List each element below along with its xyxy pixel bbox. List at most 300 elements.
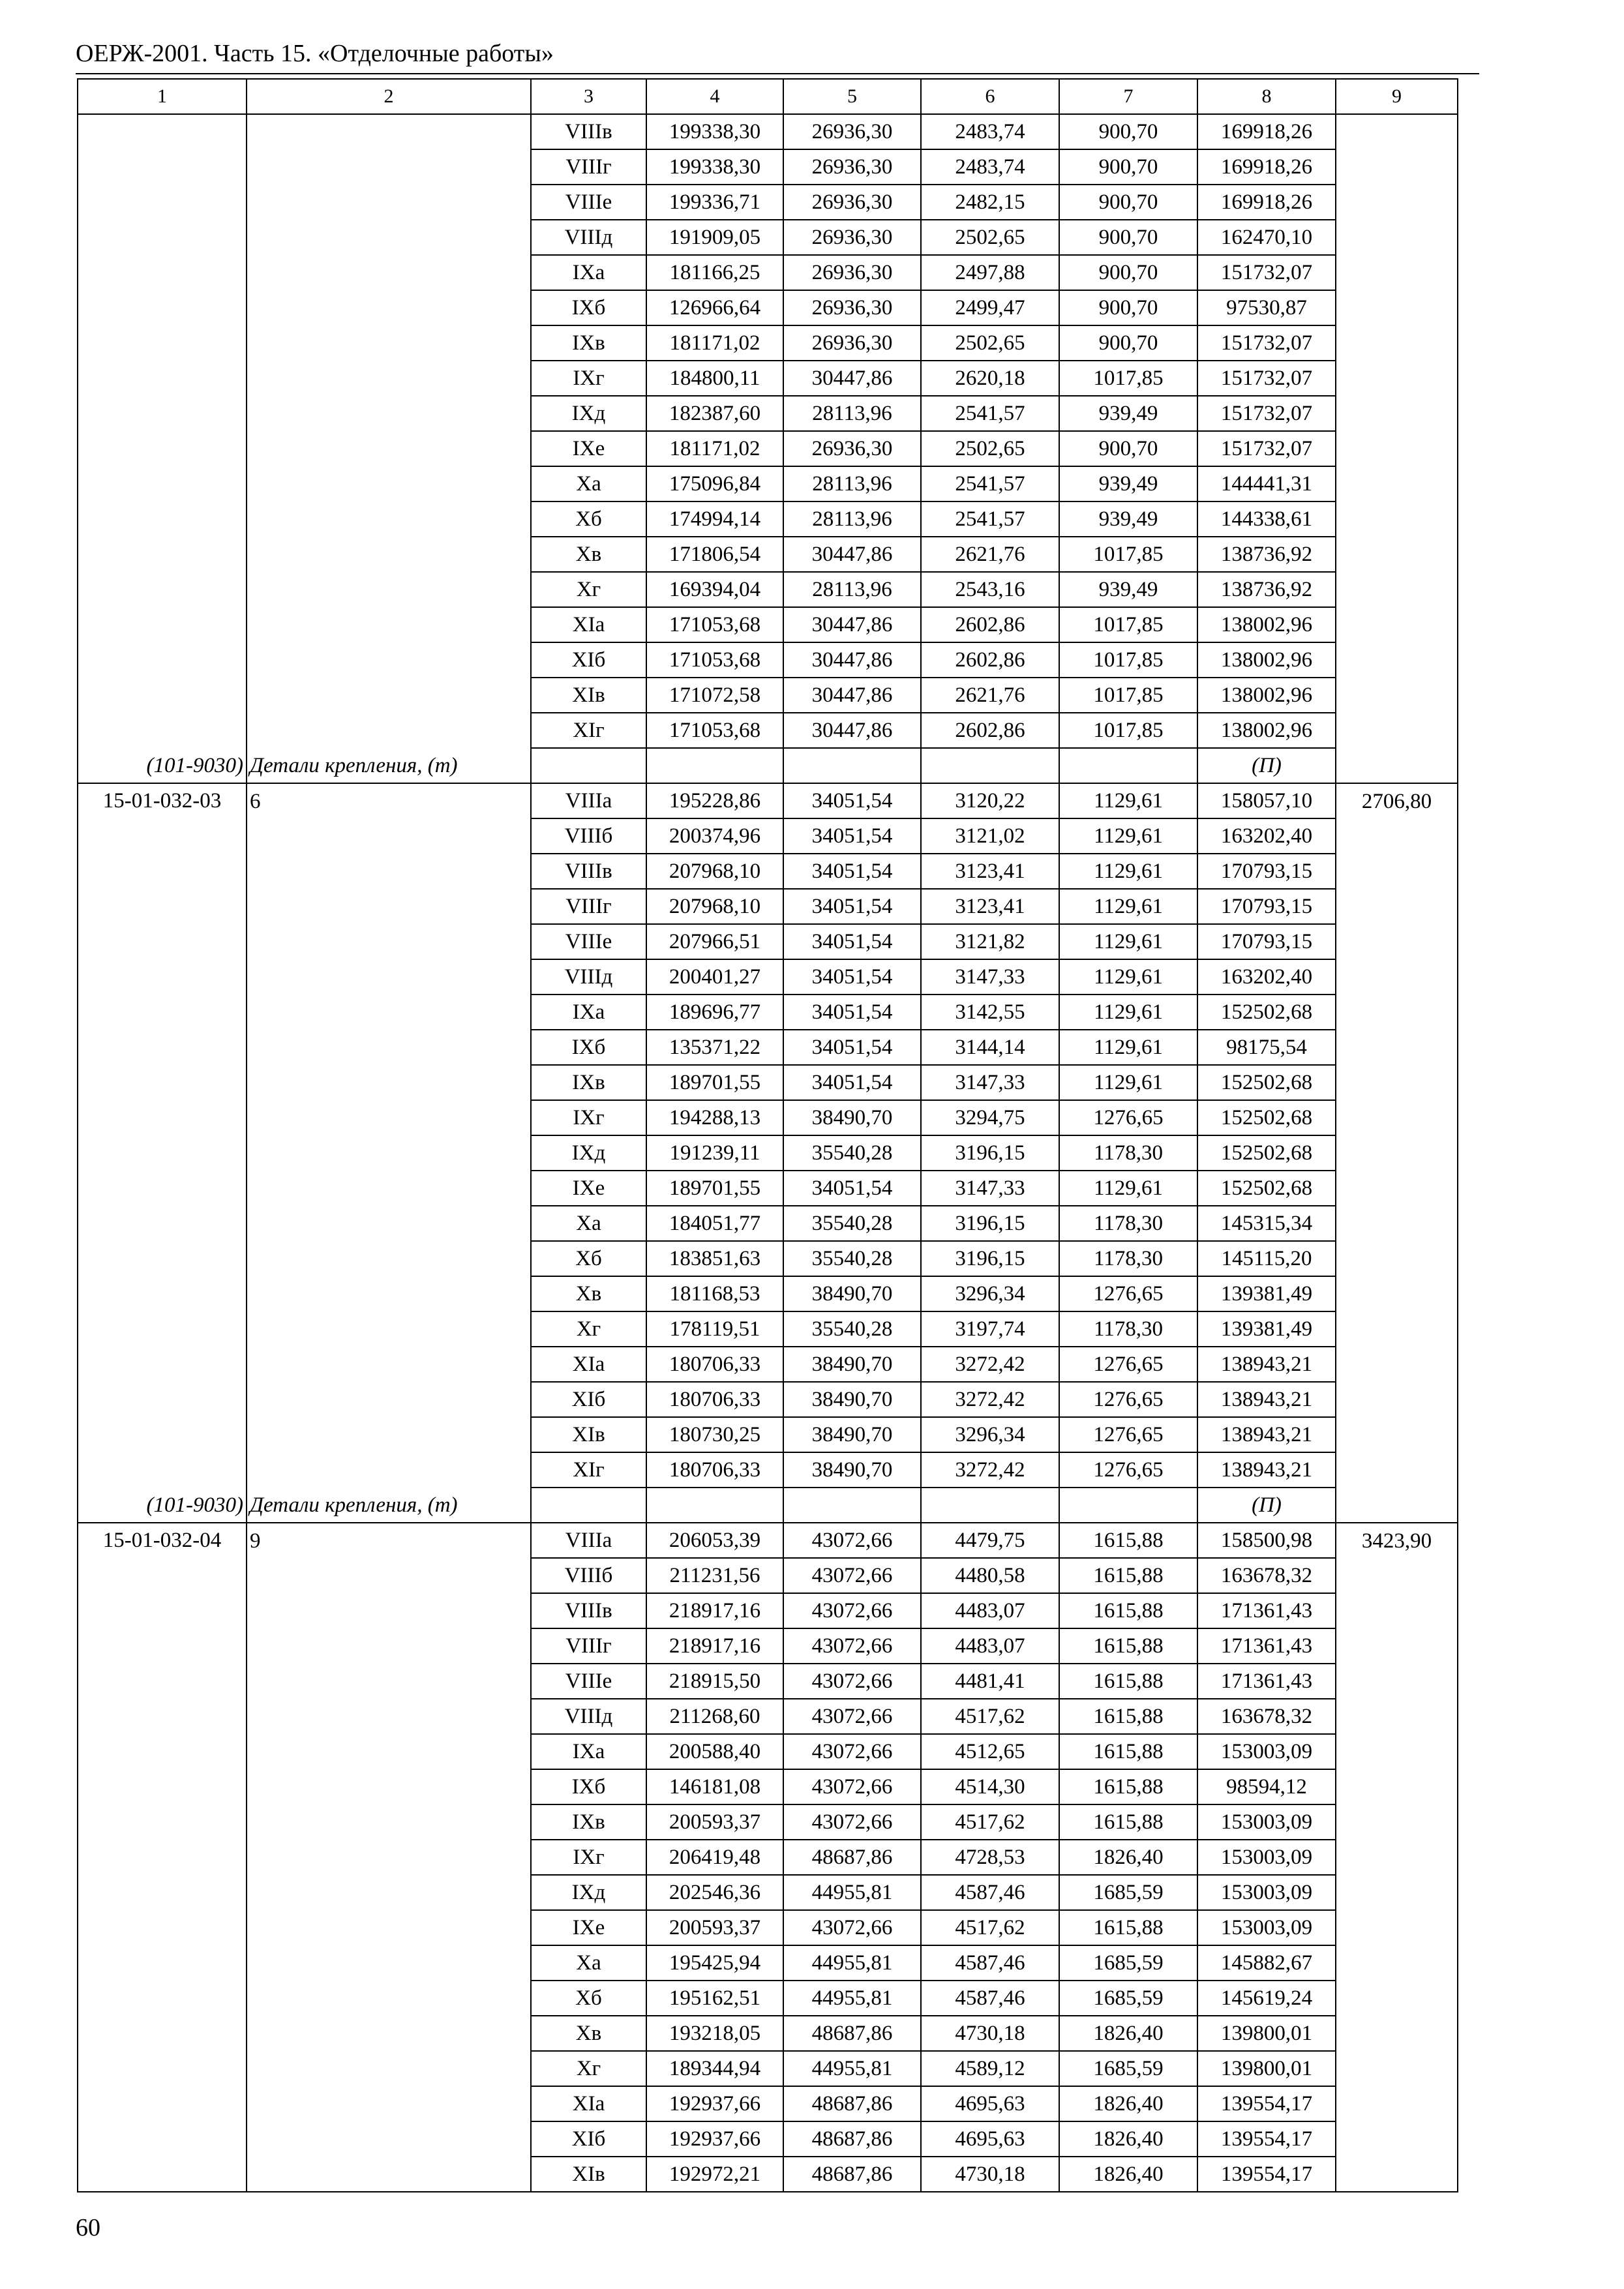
value-cell: 26936,30 xyxy=(783,220,921,255)
value-cell: 939,49 xyxy=(1059,466,1197,501)
zone-cell: XIб xyxy=(531,1382,646,1417)
table-row xyxy=(78,1769,1458,1804)
table-row xyxy=(78,1840,1458,1875)
table-row xyxy=(78,220,1458,255)
value-cell: 144338,61 xyxy=(1197,501,1336,537)
value-cell: 1178,30 xyxy=(1059,1241,1197,1276)
empty-cell xyxy=(247,220,531,255)
value-cell: 169918,26 xyxy=(1197,149,1336,185)
value-cell: 3142,55 xyxy=(921,995,1059,1030)
table-row xyxy=(78,642,1458,678)
empty-cell xyxy=(247,1241,531,1276)
empty-cell xyxy=(1336,1945,1458,1981)
value-cell: 1615,88 xyxy=(1059,1628,1197,1664)
value-cell: 194288,13 xyxy=(646,1100,783,1135)
value-cell: 48687,86 xyxy=(783,2157,921,2192)
empty-cell xyxy=(1336,1981,1458,2016)
value-cell: 28113,96 xyxy=(783,396,921,431)
value-cell: 43072,66 xyxy=(783,1699,921,1734)
value-cell: 211231,56 xyxy=(646,1558,783,1593)
value-cell: 3272,42 xyxy=(921,1347,1059,1382)
empty-cell xyxy=(78,2121,247,2157)
empty-cell xyxy=(78,2157,247,2192)
value-cell: 44955,81 xyxy=(783,1981,921,2016)
empty-cell xyxy=(78,1206,247,1241)
note-code: (101-9030) xyxy=(78,1488,247,1523)
value-cell: 170793,15 xyxy=(1197,854,1336,889)
zone-cell: IXв xyxy=(531,1804,646,1840)
value-cell: 189701,55 xyxy=(646,1171,783,1206)
table-row xyxy=(78,1804,1458,1840)
zone-cell: XIа xyxy=(531,607,646,642)
zone-cell: VIIIд xyxy=(531,220,646,255)
value-cell: 3144,14 xyxy=(921,1030,1059,1065)
empty-cell xyxy=(921,748,1059,783)
value-cell: 1826,40 xyxy=(1059,1840,1197,1875)
value-cell: 2602,86 xyxy=(921,713,1059,748)
empty-cell xyxy=(78,290,247,325)
empty-cell xyxy=(1336,185,1458,220)
section-code: 15-01-032-03 xyxy=(78,783,247,818)
zone-cell: VIIIе xyxy=(531,1664,646,1699)
empty-cell xyxy=(1336,255,1458,290)
value-cell: 4483,07 xyxy=(921,1628,1059,1664)
section-code xyxy=(78,114,247,149)
section-name xyxy=(247,114,531,149)
empty-cell xyxy=(78,396,247,431)
empty-cell xyxy=(247,1558,531,1593)
zone-cell: VIIIд xyxy=(531,1699,646,1734)
value-cell: 3196,15 xyxy=(921,1206,1059,1241)
value-cell: 158500,98 xyxy=(1197,1523,1336,1558)
value-cell: 34051,54 xyxy=(783,783,921,818)
empty-cell xyxy=(247,2051,531,2086)
value-cell: 38490,70 xyxy=(783,1347,921,1382)
value-cell: 1017,85 xyxy=(1059,361,1197,396)
empty-cell xyxy=(78,1452,247,1488)
value-cell: 2502,65 xyxy=(921,220,1059,255)
table-row xyxy=(78,607,1458,642)
table-row xyxy=(78,572,1458,607)
zone-cell: IXг xyxy=(531,361,646,396)
value-cell: 3296,34 xyxy=(921,1417,1059,1452)
zone-cell: IXб xyxy=(531,1030,646,1065)
empty-cell xyxy=(78,431,247,466)
empty-cell xyxy=(78,537,247,572)
value-cell: 1129,61 xyxy=(1059,854,1197,889)
empty-cell xyxy=(247,185,531,220)
value-cell: 97530,87 xyxy=(1197,290,1336,325)
value-cell: 900,70 xyxy=(1059,114,1197,149)
column-header: 4 xyxy=(646,79,783,114)
note-row xyxy=(78,748,1458,783)
value-cell: 26936,30 xyxy=(783,185,921,220)
empty-cell xyxy=(247,361,531,396)
empty-cell xyxy=(1336,1769,1458,1804)
value-cell: 1017,85 xyxy=(1059,678,1197,713)
zone-cell: VIIIв xyxy=(531,854,646,889)
empty-cell xyxy=(247,396,531,431)
empty-cell xyxy=(783,748,921,783)
value-cell: 3123,41 xyxy=(921,889,1059,924)
table-body xyxy=(78,79,1458,2192)
table-row xyxy=(78,2157,1458,2192)
value-cell: 48687,86 xyxy=(783,1840,921,1875)
value-cell: 138943,21 xyxy=(1197,1382,1336,1417)
value-cell: 1017,85 xyxy=(1059,642,1197,678)
value-cell: 145882,67 xyxy=(1197,1945,1336,1981)
empty-cell xyxy=(247,1030,531,1065)
empty-cell xyxy=(78,1030,247,1065)
value-cell: 1615,88 xyxy=(1059,1910,1197,1945)
value-cell: 30447,86 xyxy=(783,678,921,713)
value-cell: 4587,46 xyxy=(921,1945,1059,1981)
empty-cell xyxy=(247,1628,531,1664)
table-row xyxy=(78,1100,1458,1135)
empty-cell xyxy=(1336,748,1458,783)
value-cell: 181171,02 xyxy=(646,325,783,361)
value-cell: 43072,66 xyxy=(783,1558,921,1593)
table-row xyxy=(78,431,1458,466)
note-code: (101-9030) xyxy=(78,748,247,783)
zone-cell: Xг xyxy=(531,572,646,607)
value-cell: 163202,40 xyxy=(1197,959,1336,995)
empty-cell xyxy=(1336,1347,1458,1382)
value-cell: 35540,28 xyxy=(783,1206,921,1241)
empty-cell xyxy=(247,1981,531,2016)
value-cell: 174994,14 xyxy=(646,501,783,537)
value-cell: 2620,18 xyxy=(921,361,1059,396)
value-cell: 2621,76 xyxy=(921,678,1059,713)
value-cell: 1178,30 xyxy=(1059,1206,1197,1241)
empty-cell xyxy=(247,1311,531,1347)
table-row xyxy=(78,783,1458,818)
value-cell: 26936,30 xyxy=(783,255,921,290)
empty-cell xyxy=(78,1840,247,1875)
value-cell: 34051,54 xyxy=(783,924,921,959)
empty-cell xyxy=(78,1628,247,1664)
empty-cell xyxy=(1336,1171,1458,1206)
empty-cell xyxy=(247,854,531,889)
value-cell: 4479,75 xyxy=(921,1523,1059,1558)
table-row xyxy=(78,889,1458,924)
value-cell: 152502,68 xyxy=(1197,1065,1336,1100)
empty-cell xyxy=(1336,889,1458,924)
value-cell: 146181,08 xyxy=(646,1769,783,1804)
empty-cell xyxy=(1336,1593,1458,1628)
empty-cell xyxy=(1336,1311,1458,1347)
empty-cell xyxy=(1336,1417,1458,1452)
column-header-row xyxy=(78,79,1458,114)
empty-cell xyxy=(247,1804,531,1840)
value-cell: 200593,37 xyxy=(646,1804,783,1840)
table-row xyxy=(78,325,1458,361)
value-cell: 4517,62 xyxy=(921,1804,1059,1840)
value-cell: 1276,65 xyxy=(1059,1382,1197,1417)
empty-cell xyxy=(247,501,531,537)
value-cell: 153003,09 xyxy=(1197,1910,1336,1945)
value-cell: 138002,96 xyxy=(1197,678,1336,713)
value-cell: 28113,96 xyxy=(783,466,921,501)
zone-cell: VIIIв xyxy=(531,114,646,149)
value-cell: 180706,33 xyxy=(646,1347,783,1382)
value-cell: 34051,54 xyxy=(783,959,921,995)
empty-cell xyxy=(247,995,531,1030)
value-cell: 2483,74 xyxy=(921,149,1059,185)
empty-cell xyxy=(78,1981,247,2016)
empty-cell xyxy=(247,2121,531,2157)
value-cell: 4512,65 xyxy=(921,1734,1059,1769)
zone-cell: XIб xyxy=(531,642,646,678)
value-cell: 170793,15 xyxy=(1197,889,1336,924)
value-cell: 163678,32 xyxy=(1197,1699,1336,1734)
value-cell: 145115,20 xyxy=(1197,1241,1336,1276)
value-cell: 35540,28 xyxy=(783,1311,921,1347)
value-cell: 4481,41 xyxy=(921,1664,1059,1699)
zone-cell: XIв xyxy=(531,2157,646,2192)
empty-cell xyxy=(1336,149,1458,185)
value-cell: 1017,85 xyxy=(1059,607,1197,642)
zone-cell: VIIIа xyxy=(531,783,646,818)
value-cell: 169394,04 xyxy=(646,572,783,607)
empty-cell xyxy=(1336,1452,1458,1488)
empty-cell xyxy=(1336,290,1458,325)
value-cell: 4517,62 xyxy=(921,1699,1059,1734)
value-cell: 138943,21 xyxy=(1197,1417,1336,1452)
zone-cell: IXе xyxy=(531,431,646,466)
value-cell: 1129,61 xyxy=(1059,783,1197,818)
zone-cell: Xг xyxy=(531,2051,646,2086)
table-row xyxy=(78,1382,1458,1417)
empty-cell xyxy=(247,642,531,678)
value-cell: 1129,61 xyxy=(1059,818,1197,854)
value-cell: 3121,82 xyxy=(921,924,1059,959)
value-cell: 34051,54 xyxy=(783,818,921,854)
zone-cell: IXв xyxy=(531,325,646,361)
empty-cell xyxy=(247,1734,531,1769)
empty-cell xyxy=(247,1875,531,1910)
value-cell: 192972,21 xyxy=(646,2157,783,2192)
table-row xyxy=(78,1206,1458,1241)
empty-cell xyxy=(247,1100,531,1135)
empty-cell xyxy=(1336,1030,1458,1065)
table-row xyxy=(78,537,1458,572)
zone-cell: VIIIб xyxy=(531,818,646,854)
empty-cell xyxy=(78,1100,247,1135)
value-cell: 35540,28 xyxy=(783,1241,921,1276)
zone-cell: XIг xyxy=(531,713,646,748)
value-cell: 193218,05 xyxy=(646,2016,783,2051)
empty-cell xyxy=(1336,2086,1458,2121)
value-cell: 1129,61 xyxy=(1059,1171,1197,1206)
zone-cell: IXб xyxy=(531,1769,646,1804)
zone-cell: IXа xyxy=(531,255,646,290)
value-cell: 38490,70 xyxy=(783,1276,921,1311)
empty-cell xyxy=(531,748,646,783)
empty-cell xyxy=(1336,325,1458,361)
table-row xyxy=(78,678,1458,713)
value-cell: 1276,65 xyxy=(1059,1417,1197,1452)
empty-cell xyxy=(1059,748,1197,783)
value-cell: 162470,10 xyxy=(1197,220,1336,255)
zone-cell: IXд xyxy=(531,396,646,431)
empty-cell xyxy=(78,1734,247,1769)
value-cell: 3294,75 xyxy=(921,1100,1059,1135)
empty-cell xyxy=(78,1276,247,1311)
empty-cell xyxy=(78,2016,247,2051)
empty-cell xyxy=(1336,1699,1458,1734)
empty-cell xyxy=(247,149,531,185)
empty-cell xyxy=(78,1804,247,1840)
empty-cell xyxy=(1336,1276,1458,1311)
value-cell: 192937,66 xyxy=(646,2086,783,2121)
value-cell: 48687,86 xyxy=(783,2121,921,2157)
column-header: 9 xyxy=(1336,79,1458,114)
table-row xyxy=(78,924,1458,959)
empty-cell xyxy=(1336,1241,1458,1276)
zone-cell: VIIIе xyxy=(531,924,646,959)
value-cell: 2502,65 xyxy=(921,431,1059,466)
empty-cell xyxy=(247,1065,531,1100)
table-row xyxy=(78,1030,1458,1065)
value-cell: 1276,65 xyxy=(1059,1347,1197,1382)
empty-cell xyxy=(1336,995,1458,1030)
value-cell: 2543,16 xyxy=(921,572,1059,607)
value-cell: 1276,65 xyxy=(1059,1276,1197,1311)
table-row xyxy=(78,255,1458,290)
value-cell: 43072,66 xyxy=(783,1804,921,1840)
value-cell: 34051,54 xyxy=(783,1030,921,1065)
value-cell: 153003,09 xyxy=(1197,1840,1336,1875)
empty-cell xyxy=(78,185,247,220)
value-cell: 138943,21 xyxy=(1197,1452,1336,1488)
value-cell: 152502,68 xyxy=(1197,1171,1336,1206)
value-cell: 171072,58 xyxy=(646,678,783,713)
value-cell: 28113,96 xyxy=(783,501,921,537)
value-cell: 202546,36 xyxy=(646,1875,783,1910)
value-cell: 152502,68 xyxy=(1197,1100,1336,1135)
value-cell: 1615,88 xyxy=(1059,1734,1197,1769)
value-cell: 3272,42 xyxy=(921,1382,1059,1417)
empty-cell xyxy=(78,854,247,889)
zone-cell: Xа xyxy=(531,1945,646,1981)
value-cell: 4728,53 xyxy=(921,1840,1059,1875)
empty-cell xyxy=(1336,1065,1458,1100)
zone-cell: VIIIг xyxy=(531,889,646,924)
value-cell: 169918,26 xyxy=(1197,185,1336,220)
value-cell: 199338,30 xyxy=(646,114,783,149)
zone-cell: XIв xyxy=(531,1417,646,1452)
value-cell: 145315,34 xyxy=(1197,1206,1336,1241)
value-cell: 182387,60 xyxy=(646,396,783,431)
value-cell: 1615,88 xyxy=(1059,1804,1197,1840)
value-cell: 43072,66 xyxy=(783,1769,921,1804)
value-cell: 38490,70 xyxy=(783,1382,921,1417)
value-cell: 207968,10 xyxy=(646,854,783,889)
value-cell: 1178,30 xyxy=(1059,1135,1197,1171)
value-cell: 151732,07 xyxy=(1197,255,1336,290)
empty-cell xyxy=(78,1311,247,1347)
empty-cell xyxy=(247,1593,531,1628)
empty-cell xyxy=(247,1840,531,1875)
empty-cell xyxy=(1336,607,1458,642)
value-cell: 900,70 xyxy=(1059,185,1197,220)
empty-cell xyxy=(247,1135,531,1171)
value-cell: 138943,21 xyxy=(1197,1347,1336,1382)
value-cell: 1129,61 xyxy=(1059,959,1197,995)
empty-cell xyxy=(247,959,531,995)
zone-cell: XIг xyxy=(531,1452,646,1488)
empty-cell xyxy=(78,1065,247,1100)
value-cell: 1826,40 xyxy=(1059,2016,1197,2051)
table-row xyxy=(78,1699,1458,1734)
column-header: 6 xyxy=(921,79,1059,114)
empty-cell xyxy=(1336,537,1458,572)
empty-cell xyxy=(78,889,247,924)
value-cell: 189696,77 xyxy=(646,995,783,1030)
value-cell: 139554,17 xyxy=(1197,2121,1336,2157)
empty-cell xyxy=(78,959,247,995)
value-cell: 206419,48 xyxy=(646,1840,783,1875)
value-cell: 195162,51 xyxy=(646,1981,783,2016)
zone-cell: IXб xyxy=(531,290,646,325)
value-cell: 900,70 xyxy=(1059,220,1197,255)
empty-cell xyxy=(247,2086,531,2121)
empty-cell xyxy=(78,607,247,642)
value-cell: 48687,86 xyxy=(783,2086,921,2121)
value-cell: 139381,49 xyxy=(1197,1311,1336,1347)
empty-cell xyxy=(247,255,531,290)
zone-cell: VIIIа xyxy=(531,1523,646,1558)
value-cell: 3196,15 xyxy=(921,1135,1059,1171)
empty-cell xyxy=(78,1241,247,1276)
empty-cell xyxy=(1336,396,1458,431)
table-row xyxy=(78,1981,1458,2016)
empty-cell xyxy=(1336,1910,1458,1945)
value-cell: 900,70 xyxy=(1059,290,1197,325)
empty-cell xyxy=(247,290,531,325)
value-cell: 163678,32 xyxy=(1197,1558,1336,1593)
value-cell: 138736,92 xyxy=(1197,572,1336,607)
value-cell: 2497,88 xyxy=(921,255,1059,290)
value-cell: 4587,46 xyxy=(921,1981,1059,2016)
empty-cell xyxy=(1336,2121,1458,2157)
value-cell: 139800,01 xyxy=(1197,2051,1336,2086)
value-cell: 3123,41 xyxy=(921,854,1059,889)
empty-cell xyxy=(247,537,531,572)
table-row xyxy=(78,1347,1458,1382)
value-cell: 38490,70 xyxy=(783,1100,921,1135)
table-row xyxy=(78,1311,1458,1347)
note-row xyxy=(78,1488,1458,1523)
table-row xyxy=(78,959,1458,995)
zone-cell: IXа xyxy=(531,1734,646,1769)
table-row xyxy=(78,2121,1458,2157)
value-cell: 170793,15 xyxy=(1197,924,1336,959)
empty-cell xyxy=(247,1945,531,1981)
empty-cell xyxy=(1336,2016,1458,2051)
empty-cell xyxy=(247,572,531,607)
value-cell: 171053,68 xyxy=(646,642,783,678)
zone-cell: Xг xyxy=(531,1311,646,1347)
empty-cell xyxy=(247,1382,531,1417)
empty-cell xyxy=(247,1347,531,1382)
value-cell: 939,49 xyxy=(1059,396,1197,431)
empty-cell xyxy=(247,678,531,713)
value-cell: 34051,54 xyxy=(783,854,921,889)
value-cell: 200593,37 xyxy=(646,1910,783,1945)
zone-cell: VIIIе xyxy=(531,185,646,220)
